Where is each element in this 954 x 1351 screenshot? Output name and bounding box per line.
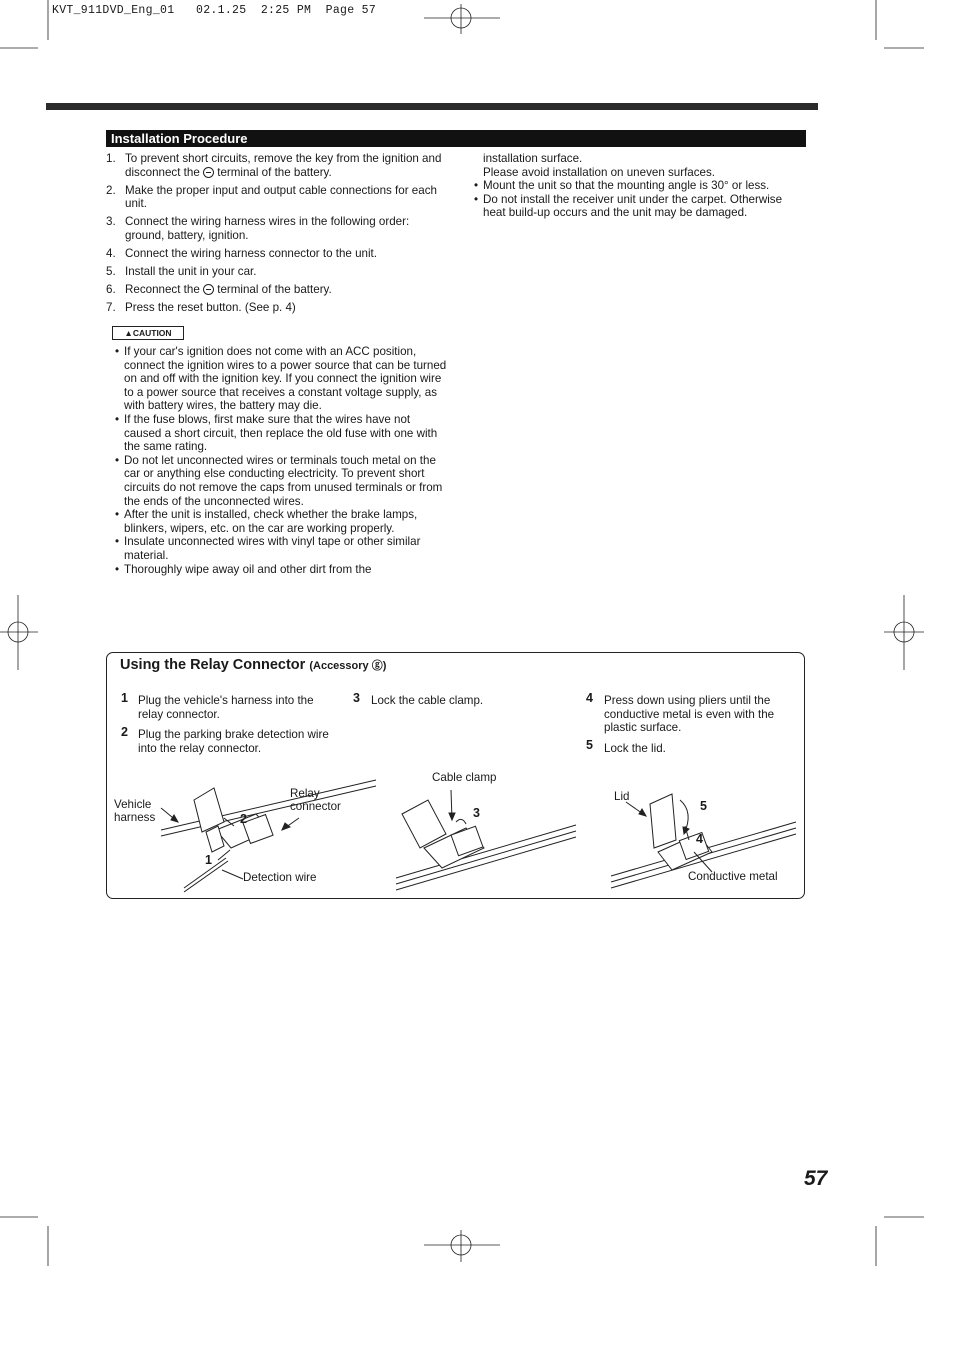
list-item: 2. Make the proper input and output cable connections for each unit. — [106, 183, 437, 211]
step-number: 5 — [586, 738, 593, 752]
callout-2: 2 — [240, 812, 247, 826]
caution-list-continued — [474, 179, 799, 220]
list-item: 3. Connect the wiring harness wires in the following order: ground, battery, ignition. — [106, 215, 410, 242]
relay-title: Using the Relay Connector (Accessory ⓖ) — [120, 657, 387, 673]
header-rule — [46, 103, 818, 110]
step-text: Press down using pliers until the conductive metal is even with the plastic surface. — [604, 694, 775, 735]
list-item: • If the fuse blows, first make sure that the wires have not caused a short circuit, then replace the old fuse with one with the same rating. — [115, 412, 438, 454]
callout-5: 5 — [700, 799, 707, 813]
label-cable-clamp: Cable clamp — [432, 771, 497, 784]
callout-3: 3 — [473, 806, 480, 820]
list-item: • After the unit is installed, check whether the brake lamps, blinkers, wipers, etc. on the car are working properly. — [115, 508, 418, 535]
list-item: • If your car's ignition does not come with an ACC position, connect the ignition wires to a power source that can be turned on and off with the ignition key. If you connect the ignition wire to a power source that receives a constant voltage supply, as with battery wires, the battery may die. — [115, 345, 447, 413]
step-text: Plug the vehicle's harness into the relay connector. — [138, 694, 314, 721]
list-item: • Thoroughly wipe away oil and other dirt from the — [115, 562, 372, 576]
installation-steps — [106, 152, 451, 319]
list-item: 4. Connect the wiring harness connector to the unit. — [106, 246, 377, 260]
caution-list — [115, 345, 450, 576]
step-number: 1 — [121, 691, 128, 705]
print-slug: KVT_911DVD_Eng_01 02.1.25 2:25 PM Page 57 — [52, 4, 377, 17]
list-item: • Insulate unconnected wires with vinyl tape or other similar material. — [115, 535, 421, 562]
label-vehicle-harness: Vehicle harness — [114, 798, 156, 824]
label-conductive-metal: Conductive metal — [688, 870, 778, 883]
step-number: 3 — [353, 691, 360, 705]
callout-4: 4 — [696, 832, 703, 846]
label-detection-wire: Detection wire — [243, 871, 317, 884]
minus-terminal-icon — [203, 167, 214, 178]
step-text: Lock the cable clamp. — [371, 694, 484, 707]
minus-terminal-icon — [203, 284, 214, 295]
list-item: • Do not let unconnected wires or terminals touch metal on the car or anything else conducting electricity. To prevent short circuits do not remove the caps from unused terminals or from the ends of the unconnected wires. — [115, 453, 443, 508]
caution-badge: ▲CAUTION — [112, 326, 184, 340]
step-text: Lock the lid. — [604, 742, 666, 755]
step-text: Plug the parking brake detection wire into the relay connector. — [138, 728, 329, 755]
list-item: 7. Press the reset button. (See p. 4) — [106, 300, 296, 314]
section-title: Installation Procedure — [106, 130, 806, 147]
label-lid: Lid — [614, 790, 630, 803]
list-item: 1. To prevent short circuits, remove the key from the ignition and disconnect the terminal of the battery. — [106, 152, 442, 179]
callout-1: 1 — [205, 853, 212, 867]
step-number: 2 — [121, 725, 128, 739]
list-item: 6. Reconnect the terminal of the battery. — [106, 282, 332, 296]
list-item: 5. Install the unit in your car. — [106, 264, 257, 278]
continued-text: installation surface. Please avoid installation on uneven surfaces. — [483, 152, 716, 179]
page-number: 57 — [804, 1167, 828, 1190]
step-number: 4 — [586, 691, 593, 705]
list-item: • Do not install the receiver unit under the carpet. Otherwise heat build-up occurs and the unit may be damaged. — [474, 192, 783, 220]
list-item: • Mount the unit so that the mounting angle is 30° or less. — [474, 179, 770, 192]
label-relay-connector: Relay connector — [290, 787, 341, 813]
